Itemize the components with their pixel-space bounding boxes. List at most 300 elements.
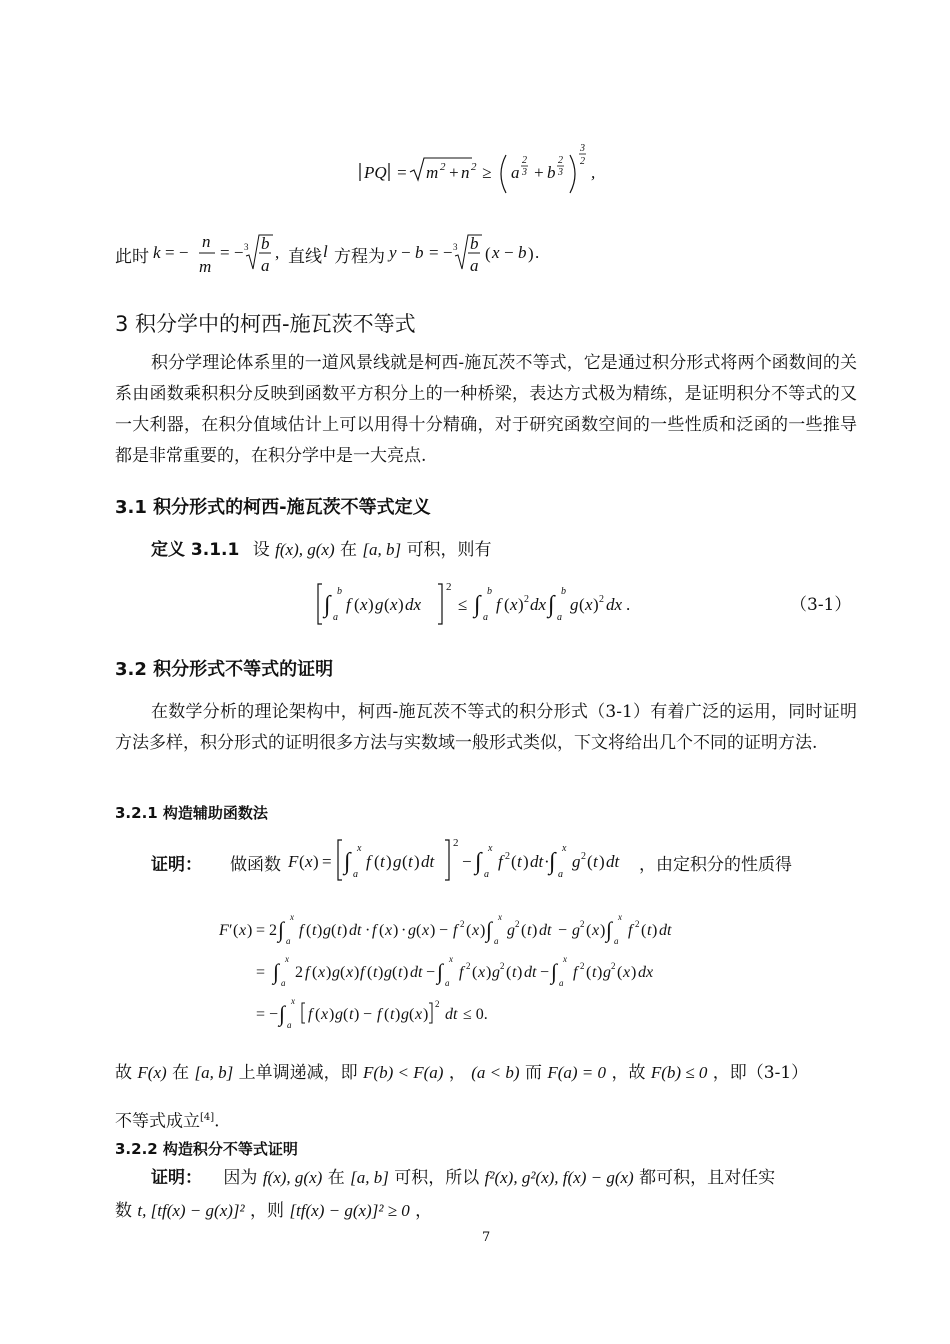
svg-text:dt: dt <box>421 852 435 871</box>
svg-text:∫: ∫ <box>437 959 444 984</box>
svg-text:dt: dt <box>539 922 552 939</box>
svg-text:x: x <box>415 1006 423 1023</box>
svg-text:k: k <box>153 243 161 262</box>
svg-text:): ) <box>486 964 492 981</box>
svg-text:=: = <box>256 964 266 981</box>
svg-text:x: x <box>346 964 354 981</box>
svg-text:x: x <box>422 922 430 939</box>
svg-text:x: x <box>360 595 368 614</box>
line2-a: 数 <box>115 1201 132 1221</box>
line2-b: ，则 <box>250 1201 285 1221</box>
svg-text:∫: ∫ <box>273 959 280 984</box>
svg-text:∫: ∫ <box>279 1001 286 1026</box>
svg-text:t: t <box>517 852 522 871</box>
svg-text:a: a <box>494 936 499 946</box>
svg-text:dx: dx <box>638 964 654 981</box>
svg-text:g: g <box>393 852 402 871</box>
svg-text:): ) <box>523 852 529 871</box>
proof-label-2: 证明： <box>151 1168 202 1188</box>
svg-text:2: 2 <box>580 961 585 971</box>
svg-text:dx: dx <box>530 595 547 614</box>
svg-text:(: ( <box>402 852 408 871</box>
svg-text:2: 2 <box>460 919 465 929</box>
svg-text:t: t <box>512 964 517 981</box>
svg-text:b: b <box>470 234 479 253</box>
svg-text:g: g <box>572 922 580 939</box>
svg-text:): ) <box>600 922 606 939</box>
citation-4[interactable]: [4] <box>200 1112 215 1123</box>
svg-text:t: t <box>373 964 378 981</box>
svg-text:2: 2 <box>440 161 446 173</box>
svg-text:−: − <box>540 964 550 981</box>
svg-text:): ) <box>597 964 603 981</box>
svg-text:): ) <box>395 1006 401 1023</box>
svg-text:∫: ∫ <box>549 849 556 875</box>
svg-text:(: ( <box>586 922 592 939</box>
line1-b: 在 <box>327 1168 345 1188</box>
svg-text:x: x <box>239 922 247 939</box>
svg-text:f: f <box>459 964 464 981</box>
svg-text:t: t <box>408 852 413 871</box>
svg-text:x: x <box>562 843 567 854</box>
svg-text:g: g <box>603 964 611 981</box>
concl-m5: F(a) = 0 <box>547 1063 607 1082</box>
section-3-2-2-heading: 3.2.2 构造积分不等式证明 <box>115 1140 298 1158</box>
svg-text:(: ( <box>392 964 398 981</box>
svg-text:t: t <box>592 964 597 981</box>
line1-m1: f(x), g(x) <box>262 1168 323 1187</box>
svg-text:(: ( <box>504 595 510 614</box>
svg-text:b: b <box>415 243 424 262</box>
svg-text:2: 2 <box>453 837 459 849</box>
svg-text:n: n <box>461 163 470 182</box>
svg-text:,: , <box>591 163 596 182</box>
svg-text:a: a <box>558 869 563 880</box>
proof-3-2-2-line1 <box>151 1162 775 1194</box>
definition-text-b: 在 <box>340 540 358 560</box>
svg-text:.: . <box>626 595 631 614</box>
cs-inequality <box>316 582 656 628</box>
definition-label: 定义 3.1.1 <box>151 540 240 560</box>
svg-text:a: a <box>511 163 520 182</box>
svg-text:(: ( <box>306 922 312 939</box>
derivative-derivation <box>215 907 775 1037</box>
svg-text:): ) <box>631 964 637 981</box>
proof-3-2-1-start <box>151 836 871 886</box>
section-3-2-intro: 在数学分析的理论架构中，柯西-施瓦茨不等式的积分形式（3-1）有着广泛的运用，同时证明方法多样，积分形式的证明很多方法与实数域一般形式类似，下文将给出几个不同的证明方法. <box>115 702 857 753</box>
svg-text:g: g <box>332 964 340 981</box>
svg-text:t: t <box>349 1006 354 1023</box>
svg-text:x: x <box>449 954 453 964</box>
svg-text:n: n <box>202 232 211 251</box>
svg-text:dt: dt <box>659 922 672 939</box>
svg-text:= −: = − <box>429 243 453 262</box>
svg-text:): ) <box>593 595 599 614</box>
svg-text:3: 3 <box>244 242 249 252</box>
svg-text:): ) <box>354 964 360 981</box>
svg-text:b: b <box>547 163 556 182</box>
concl-d: ， <box>448 1063 466 1083</box>
svg-text:2: 2 <box>471 161 477 173</box>
svg-text:a: a <box>614 936 619 946</box>
svg-text:): ) <box>317 922 323 939</box>
svg-text:(: ( <box>379 922 385 939</box>
svg-text:∫: ∫ <box>278 917 285 942</box>
svg-text:−: − <box>558 922 568 939</box>
svg-text:f: f <box>377 1006 382 1023</box>
svg-text:(: ( <box>617 964 623 981</box>
svg-text:g: g <box>572 852 581 871</box>
concl-m1: F(x) <box>137 1063 167 1082</box>
line-formula-render <box>387 228 577 278</box>
svg-text:3: 3 <box>453 242 458 252</box>
line1-a: 因为 <box>223 1168 258 1188</box>
svg-text:dt: dt <box>606 852 620 871</box>
concl-a: 故 <box>115 1063 132 1083</box>
svg-text:(: ( <box>466 922 472 939</box>
proof-label-1: 证明： <box>151 855 202 875</box>
svg-text:= −: = − <box>220 243 244 262</box>
svg-text:x: x <box>498 912 502 922</box>
section-3-2-1-heading: 3.2.1 构造辅助函数法 <box>115 804 268 822</box>
svg-text:m: m <box>426 163 439 182</box>
svg-text:(: ( <box>485 244 491 263</box>
svg-text:x: x <box>305 852 313 871</box>
svg-text:∫: ∫ <box>344 849 351 875</box>
svg-text:−: − <box>401 243 411 262</box>
svg-text:2: 2 <box>524 594 529 605</box>
svg-text:(: ( <box>233 922 239 939</box>
svg-text:(: ( <box>416 922 422 939</box>
slope-prefix: 此时 <box>115 247 149 267</box>
svg-text:dt: dt <box>445 1006 458 1023</box>
svg-text:b: b <box>561 586 566 597</box>
svg-text:a: a <box>559 978 564 988</box>
section-3-2-heading: 3.2 积分形式不等式的证明 <box>115 659 334 680</box>
svg-text:): ) <box>414 852 420 871</box>
svg-text:a: a <box>281 978 286 988</box>
concl-m2: [a, b] <box>194 1063 234 1082</box>
svg-text:≥: ≥ <box>482 163 492 182</box>
formula-pq-bound <box>358 135 618 195</box>
svg-text:a: a <box>287 1020 292 1030</box>
svg-text:): ) <box>342 922 348 939</box>
svg-text:= −: = − <box>165 243 189 262</box>
svg-text:,: , <box>275 243 280 262</box>
svg-text:x: x <box>385 922 393 939</box>
svg-text:): ) <box>313 852 319 871</box>
svg-text:2: 2 <box>611 961 616 971</box>
svg-text:dx: dx <box>606 595 623 614</box>
svg-text:x: x <box>472 922 480 939</box>
svg-text:a: a <box>286 936 291 946</box>
svg-text:): ) <box>652 922 658 939</box>
svg-text:(: ( <box>343 1006 349 1023</box>
svg-text:): ) <box>430 922 436 939</box>
svg-text:dt: dt <box>349 922 362 939</box>
svg-text:): ) <box>423 1006 429 1023</box>
svg-text:−: − <box>504 243 514 262</box>
svg-text:b: b <box>337 586 342 597</box>
svg-text:a: a <box>353 869 358 880</box>
svg-text:x: x <box>618 912 622 922</box>
svg-text:m: m <box>199 257 212 276</box>
svg-text:): ) <box>393 922 399 939</box>
svg-text:f: f <box>372 922 377 939</box>
line-prefix: 直线 <box>288 247 322 267</box>
svg-text:b: b <box>518 243 527 262</box>
svg-text:+: + <box>448 163 460 182</box>
svg-text:t: t <box>312 922 317 939</box>
svg-text:∫: ∫ <box>548 592 555 618</box>
svg-text:): ) <box>368 595 374 614</box>
svg-text:2: 2 <box>581 851 586 862</box>
svg-text:f: f <box>453 922 458 939</box>
svg-text:−: − <box>426 964 436 981</box>
line-variable: l <box>323 242 328 261</box>
svg-text:∫: ∫ <box>475 849 482 875</box>
svg-text:t: t <box>647 922 652 939</box>
definition-math-a: f(x), g(x) <box>275 540 335 559</box>
svg-text:x: x <box>290 912 294 922</box>
section-3-heading: 3 积分学中的柯西-施瓦茨不等式 <box>115 312 416 336</box>
svg-text:x: x <box>563 954 567 964</box>
svg-text:(: ( <box>641 922 647 939</box>
svg-text:b: b <box>261 234 270 253</box>
svg-text:x: x <box>478 964 486 981</box>
svg-text:= 2: = 2 <box>256 922 278 939</box>
svg-text:): ) <box>326 964 332 981</box>
svg-text:t: t <box>593 852 598 871</box>
svg-text:g: g <box>323 922 331 939</box>
svg-text:g: g <box>492 964 500 981</box>
svg-text:): ) <box>517 964 523 981</box>
svg-text:f: f <box>628 922 633 939</box>
svg-text:F: F <box>288 852 299 871</box>
svg-text:x: x <box>357 843 362 854</box>
svg-text:2: 2 <box>500 961 505 971</box>
formula-pq-bound-render <box>358 135 618 195</box>
concl-m4: (a < b) <box>471 1063 520 1082</box>
svg-text:): ) <box>378 964 384 981</box>
svg-text:f: f <box>573 964 578 981</box>
svg-text:(: ( <box>312 964 318 981</box>
svg-text:=: = <box>322 852 332 871</box>
svg-text:x: x <box>321 1006 329 1023</box>
svg-text:a: a <box>484 869 489 880</box>
svg-text:g: g <box>384 964 392 981</box>
svg-text:g: g <box>335 1006 343 1023</box>
svg-text:): ) <box>532 922 538 939</box>
proof-text-a: 做函数 <box>230 855 281 875</box>
svg-text:3: 3 <box>522 167 527 178</box>
svg-text:b: b <box>487 586 492 597</box>
svg-text:∫: ∫ <box>486 917 493 942</box>
concl-e: 而 <box>524 1063 542 1083</box>
slope-line <box>115 228 575 278</box>
svg-text:x: x <box>585 595 593 614</box>
definition-3-1-1 <box>151 534 492 566</box>
proof-text-b: ，由定积分的性质得 <box>639 855 792 875</box>
svg-text:): ) <box>398 595 404 614</box>
svg-text:(: ( <box>340 964 346 981</box>
svg-text:x: x <box>492 243 500 262</box>
svg-text:−: − <box>439 922 449 939</box>
svg-text:f: f <box>498 852 503 871</box>
svg-text:): ) <box>403 964 409 981</box>
svg-text:x: x <box>592 922 600 939</box>
svg-text:(: ( <box>586 964 592 981</box>
derivative-render <box>215 907 775 1037</box>
line1-m3: f²(x), g²(x), f(x) − g(x) <box>484 1168 634 1187</box>
svg-text:dt: dt <box>524 964 537 981</box>
svg-text:x: x <box>390 595 398 614</box>
svg-text:·: · <box>365 922 371 939</box>
svg-text:g: g <box>375 595 384 614</box>
svg-text:′: ′ <box>229 922 233 939</box>
svg-text:a: a <box>557 612 562 623</box>
svg-text:2: 2 <box>599 594 604 605</box>
line1-c: 可积，所以 <box>394 1168 480 1188</box>
svg-text:): ) <box>329 1006 335 1023</box>
svg-text:x: x <box>510 595 518 614</box>
svg-text:f: f <box>305 964 310 981</box>
svg-text:dt: dt <box>410 964 423 981</box>
svg-text:(: ( <box>587 852 593 871</box>
definition-text-a: 设 <box>252 540 270 560</box>
svg-text:2: 2 <box>558 155 563 166</box>
svg-text:∫: ∫ <box>606 917 613 942</box>
svg-text:(: ( <box>521 922 527 939</box>
svg-text:(: ( <box>511 852 517 871</box>
svg-text:(: ( <box>409 1006 415 1023</box>
line-mid: 方程为 <box>334 247 385 267</box>
svg-text:y: y <box>389 243 397 262</box>
svg-text:= −: = − <box>256 1006 279 1023</box>
svg-text:): ) <box>247 922 253 939</box>
svg-text:a: a <box>261 256 270 275</box>
svg-text:2: 2 <box>580 156 585 167</box>
svg-text:t: t <box>380 852 385 871</box>
svg-text:(: ( <box>354 595 360 614</box>
svg-text:): ) <box>528 244 534 263</box>
svg-text:(: ( <box>299 852 305 871</box>
proof-3-2-1-conclusion <box>115 1057 808 1089</box>
svg-text:≤: ≤ <box>458 595 468 614</box>
svg-text:2: 2 <box>522 155 527 166</box>
cs-inequality-render <box>316 582 656 628</box>
svg-text:∫: ∫ <box>474 592 481 618</box>
svg-text:(: ( <box>472 964 478 981</box>
section-3-1-heading: 3.1 积分形式的柯西-施瓦茨不等式定义 <box>115 497 431 518</box>
concl-b: 在 <box>172 1063 190 1083</box>
svg-text:−: − <box>462 852 472 871</box>
svg-text:f: f <box>299 922 304 939</box>
svg-text:2: 2 <box>635 919 640 929</box>
svg-text:−: − <box>363 1006 373 1023</box>
svg-text:(: ( <box>579 595 585 614</box>
concl-c: 上单调递减，即 <box>238 1063 358 1083</box>
svg-text:2: 2 <box>295 964 303 981</box>
svg-text:x: x <box>488 843 493 854</box>
slope-formula-render <box>151 228 291 278</box>
svg-text:x: x <box>285 954 289 964</box>
svg-text:f: f <box>346 595 351 614</box>
svg-text:): ) <box>354 1006 360 1023</box>
line2-m1: t, [tf(x) − g(x)]² <box>137 1201 245 1220</box>
svg-text:f: f <box>496 595 501 614</box>
svg-text:f: f <box>308 1006 313 1023</box>
svg-text:g: g <box>408 922 416 939</box>
svg-text:(: ( <box>384 1006 390 1023</box>
svg-text:F: F <box>219 922 229 939</box>
svg-text:t: t <box>337 922 342 939</box>
equation-number-3-1: （3-1） <box>790 595 852 615</box>
svg-text:=: = <box>396 163 408 182</box>
svg-text:+: + <box>533 163 545 182</box>
svg-text:(: ( <box>506 964 512 981</box>
svg-text:∫: ∫ <box>551 959 558 984</box>
svg-text:dx: dx <box>405 595 422 614</box>
svg-text:(: ( <box>367 964 373 981</box>
line1-m2: [a, b] <box>350 1168 389 1187</box>
svg-text:t: t <box>390 1006 395 1023</box>
svg-text:): ) <box>518 595 524 614</box>
svg-text:x: x <box>623 964 631 981</box>
svg-text:): ) <box>599 852 605 871</box>
definition-math-b: [a, b] <box>362 540 402 559</box>
svg-text:≤ 0.: ≤ 0. <box>463 1006 488 1023</box>
svg-text:dt: dt <box>530 852 544 871</box>
svg-text:(: ( <box>374 852 380 871</box>
svg-text:a: a <box>470 256 479 275</box>
svg-text:2: 2 <box>446 581 452 593</box>
line2-m2: [tf(x) − g(x)]² ≥ 0 <box>289 1201 410 1220</box>
svg-text:x: x <box>318 964 326 981</box>
section-3-intro: 积分学理论体系里的一道风景线就是柯西-施瓦茨不等式，它是通过积分形式将两个函数间的关系由函数乘积积分反映到函数平方积分上的一种桥梁，表达方式极为精练，是证明积分不等式的又一大利器，在积分值域估计上可以用得十分精确，对于研究函数空间的一些性质和泛函的一些推导都是非常重要的，在积分学中是一大亮点. <box>115 353 857 466</box>
svg-text:t: t <box>398 964 403 981</box>
line2-c: ， <box>415 1201 433 1221</box>
svg-text:·: · <box>401 922 407 939</box>
svg-text:g: g <box>570 595 579 614</box>
svg-text:(: ( <box>331 922 337 939</box>
svg-text:(: ( <box>384 595 390 614</box>
concl-line2: 不等式成立 <box>115 1111 200 1132</box>
svg-text:2: 2 <box>435 999 440 1009</box>
svg-text:.: . <box>535 243 540 262</box>
concl-f: ，故 <box>611 1063 646 1083</box>
page-number: 7 <box>482 1230 491 1245</box>
proof-3-2-2-line2 <box>115 1195 432 1227</box>
concl-g: ，即（3-1） <box>712 1063 809 1083</box>
svg-text:2: 2 <box>505 851 510 862</box>
svg-text:g: g <box>507 922 515 939</box>
concl-end: . <box>214 1111 220 1132</box>
svg-text:2: 2 <box>580 919 585 929</box>
svg-text:f: f <box>366 852 371 871</box>
svg-text:2: 2 <box>515 919 520 929</box>
svg-text:f: f <box>360 964 365 981</box>
svg-text:a: a <box>483 612 488 623</box>
proof-3-2-1-conclusion-end <box>115 1102 220 1138</box>
svg-text:g: g <box>401 1006 409 1023</box>
line1-d: 都可积，且对任实 <box>639 1168 776 1188</box>
svg-text:): ) <box>386 852 392 871</box>
svg-text:·: · <box>544 852 550 871</box>
svg-text:t: t <box>527 922 532 939</box>
svg-text:PQ: PQ <box>364 163 387 182</box>
concl-m3: F(b) < F(a) <box>363 1063 444 1082</box>
